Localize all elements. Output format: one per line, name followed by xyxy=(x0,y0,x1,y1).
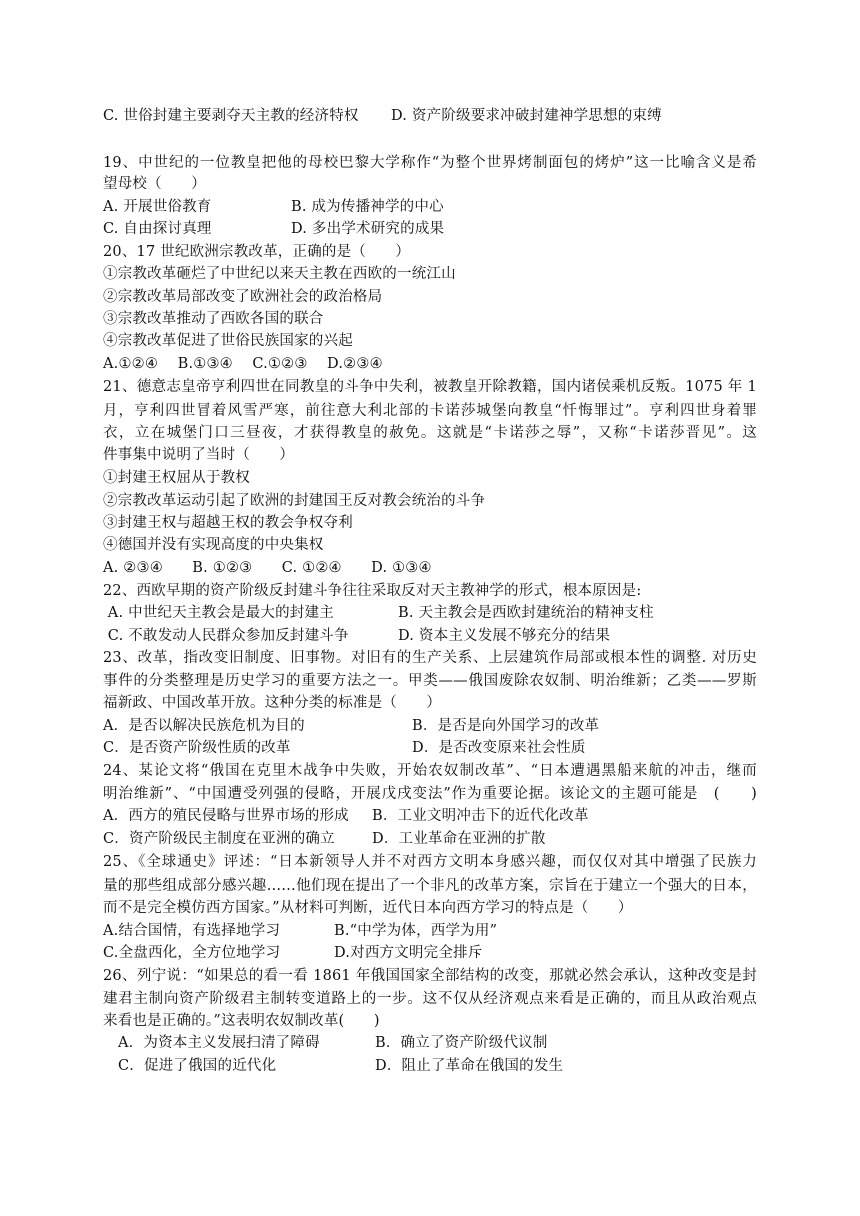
q26-stem-line-2: 建君主制向资产阶级君主制转变道路上的一步。这不仅从经济观点来看是正确的，而且从政治观点 xyxy=(103,991,757,1007)
q25-option-b: B.“中学为体，西学为用” xyxy=(334,923,498,939)
q20-stem: 20、17 世纪欧洲宗教改革，正确的是（ ） xyxy=(103,244,411,260)
q22-option-a: A. 中世纪天主教会是最大的封建主 xyxy=(103,605,334,621)
q24-option-a: A．西方的殖民侵略与世界市场的形成 xyxy=(103,808,349,824)
q23-stem-line-3: 福新政、中国改革开放。这种分类的标准是（ ） xyxy=(103,695,442,711)
q26-option-a: A．为资本主义发展扫清了障碍 xyxy=(118,1035,320,1051)
q18-option-d: D. 资产阶级要求冲破封建神学思想的束缚 xyxy=(391,108,662,124)
q19-stem-line-2: 望母校（ ） xyxy=(103,176,206,192)
q23-option-d: D．是否改变原来社会性质 xyxy=(412,740,586,756)
q25-option-a: A.结合国情，有选择地学习 xyxy=(103,923,281,939)
q25-stem-line-1: 25、《全球通史》评述：“日本新领导人并不对西方文明本身感兴趣，而仅仅对其中增强了民族力 xyxy=(103,854,757,870)
q25-option-d: D.对西方文明完全排斥 xyxy=(334,945,483,961)
q26-option-b: B．确立了资产阶级代议制 xyxy=(375,1035,548,1051)
q21-stem-line-4: 件事集中说明了当时（ ） xyxy=(103,447,295,463)
q20-item-4: ④宗教改革促进了世俗民族国家的兴起 xyxy=(103,333,353,349)
q26-option-d: D．阻止了革命在俄国的发生 xyxy=(375,1058,564,1074)
q25-stem-line-3: 而不是完全模仿西方国家。”从材料可判断，近代日本向西方学习的特点是（ ） xyxy=(103,900,633,916)
q22-option-c: C. 不敢发动人民群众参加反封建斗争 xyxy=(103,628,349,644)
q23-stem-line-1: 23、改革，指改变旧制度、旧事物。对旧有的生产关系、上层建筑作局部或根本性的调整. 对历史 xyxy=(103,650,757,666)
q22-option-d: D. 资本主义发展不够充分的结果 xyxy=(398,628,611,644)
q26-option-c: C．促进了俄国的近代化 xyxy=(118,1058,277,1074)
q21-item-4: ④德国并没有实现高度的中央集权 xyxy=(103,537,324,553)
q23-option-a: A．是否以解决民族危机为目的 xyxy=(103,718,305,734)
q23-stem-line-2: 事件的分类整理是历史学习的重要方法之一。甲类——俄国废除农奴制、明治维新；乙类——罗斯 xyxy=(103,673,757,689)
q20-item-3: ③宗教改革推动了西欧各国的联合 xyxy=(103,311,324,327)
q24-option-c: C．资产阶级民主制度在亚洲的确立 xyxy=(103,831,335,847)
q19-option-c: C. 自由探讨真理 xyxy=(103,221,212,237)
q24-option-b: B．工业文明冲击下的近代化改革 xyxy=(372,808,589,824)
q19-option-d: D. 多出学术研究的成果 xyxy=(291,221,445,237)
q21-stem-line-2: 月，亨利四世冒着风雪严寒，前往意大利北部的卡诺莎城堡向教皇“忏悔罪过”。亨利四世身着罪 xyxy=(103,403,757,419)
q23-option-c: C．是否资产阶级性质的改革 xyxy=(103,740,291,756)
q24-stem-line-2: 明治维新”、“中国遭受列强的侵略，开展戊戌变法”作为重要论据。该论文的主题可能是 ( ) xyxy=(103,786,757,802)
q20-item-1: ①宗教改革砸烂了中世纪以来天主教在西欧的一统江山 xyxy=(103,266,456,282)
q21-stem-line-3: 衣，立在城堡门口三昼夜，才获得教皇的赦免。这就是“卡诺莎之辱”，又称“卡诺莎晋见”。这 xyxy=(103,425,757,441)
q25-stem-line-2: 量的那些组成部分感兴趣……他们现在提出了一个非凡的改革方案，宗旨在于建立一个强大的日本， xyxy=(103,878,757,894)
q19-option-a: A. 开展世俗教育 xyxy=(103,199,212,215)
q19-option-b: B. 成为传播神学的中心 xyxy=(291,199,444,215)
q22-option-b: B. 天主教会是西欧封建统治的精神支柱 xyxy=(398,605,654,621)
q21-stem-line-1: 21、德意志皇帝亨利四世在同教皇的斗争中失利，被教皇开除教籍，国内诸侯乘机反叛。1075 年 1 xyxy=(103,379,757,395)
q23-option-b: B．是否是向外国学习的改革 xyxy=(412,718,600,734)
q26-stem-line-1: 26、列宁说：“如果总的看一看 1861 年俄国国家全部结构的改变，那就必然会承认，这种改变是封 xyxy=(103,968,757,984)
q20-options: A.①②④ B.①③④ C.①②③ D.②③④ xyxy=(103,356,383,372)
q20-item-2: ②宗教改革局部改变了欧洲社会的政治格局 xyxy=(103,289,383,305)
q21-options: A. ②③④ B. ①②③ C. ①②④ D. ①③④ xyxy=(103,560,432,576)
q24-option-d: D．工业革命在亚洲的扩散 xyxy=(372,831,546,847)
q21-item-1: ①封建王权屈从于教权 xyxy=(103,470,250,486)
q21-item-2: ②宗教改革运动引起了欧洲的封建国王反对教会统治的斗争 xyxy=(103,493,486,509)
q22-stem: 22、西欧早期的资产阶级反封建斗争往往采取反对天主教神学的形式，根本原因是: xyxy=(103,583,642,599)
q18-option-c: C. 世俗封建主要剥夺天主教的经济特权 xyxy=(103,108,359,124)
q24-stem-line-1: 24、某论文将“俄国在克里木战争中失败，开始农奴制改革”、“日本遭遇黑船来航的冲击，继而 xyxy=(103,763,757,779)
q19-stem-line-1: 19、中世纪的一位教皇把他的母校巴黎大学称作“为整个世界烤制面包的烤炉”这一比喻含义是希 xyxy=(103,155,757,171)
q26-stem-line-3: 来看也是正确的。”这表明农奴制改革( ) xyxy=(103,1013,380,1029)
q25-option-c: C.全盘西化，全方位地学习 xyxy=(103,945,281,961)
q21-item-3: ③封建王权与超越王权的教会争权夺利 xyxy=(103,515,353,531)
